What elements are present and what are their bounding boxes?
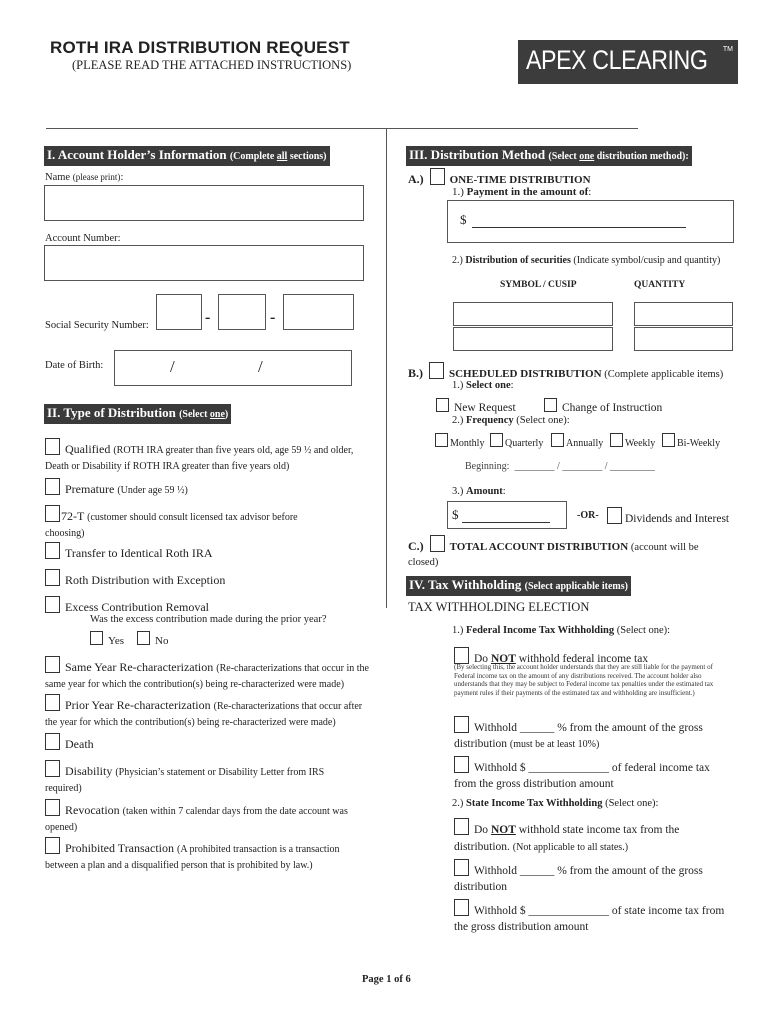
symbol-field-1[interactable] [453,302,613,326]
state-not-post: withhold state income tax from the distribution. [454,824,680,853]
quantity-header: QUANTITY [634,280,686,290]
section2-header [44,404,231,424]
state-do-not-withhold[interactable] [454,818,724,856]
section3-header [406,146,692,166]
apex-clearing-logo [518,40,738,84]
s2-note-pre: (Select [179,409,210,420]
s3-note-pre: (Select [548,151,580,162]
name-label-text: Name [45,172,71,183]
c-letter: C.) [408,539,424,553]
fed-amt-checkbox[interactable] [454,756,469,773]
option-same-year[interactable] [45,656,370,692]
amount-label [452,486,506,497]
transfer-label: Transfer to Identical Roth IRA [65,546,213,560]
amount-num: 3.) [452,486,464,497]
symbol-field-2[interactable] [453,327,613,351]
symbol-cusip-header: SYMBOL / CUSIP [500,280,577,290]
weekly-label: Weekly [625,438,656,449]
fed-disclaimer: (By selecting this, the account holder understands that they are still liable for the payment of Federal income tax on the amount of any distributions received. The account holder also understands that they may be subject to Federal income tax penalties under the estimated tax payment rules if their payments of the estimated tax and withholding are insufficient.) [454,663,714,697]
s3-note-u: one [579,151,595,162]
section3-title: III. Distribution Method [409,147,546,162]
same-year-checkbox[interactable] [45,656,60,673]
qualified-label: Qualified [65,442,111,456]
premature-label: Premature [65,482,115,496]
new-request-label: New Request [454,402,516,414]
account-colon: : [117,233,121,244]
logo-trademark: TM [722,46,733,53]
qualified-note: (ROTH IRA greater than five years old, age 59 ½ and older, Death or Disability if ROTH IRA greater than five years old) [45,445,354,472]
freq-annually[interactable] [551,433,603,451]
biweekly-label: Bi-Weekly [677,438,721,449]
payment-amount-field[interactable] [447,200,734,243]
name-label [45,172,123,183]
revocation-label: Revocation [65,803,120,817]
s1-note-pre: (Complete [229,151,277,162]
scheduled-note: (Complete applicable items) [604,369,724,380]
select-one-text: Select one [466,380,511,391]
state-do-pre: Do [474,824,491,836]
monthly-label: Monthly [450,438,485,449]
fed-not: NOT [490,653,516,665]
payment-num: 1.) [452,186,464,198]
name-field[interactable] [44,185,364,221]
dob-separator-1: / [170,357,175,376]
option-revocation[interactable] [45,799,360,835]
one-time-checkbox[interactable] [430,168,445,185]
section1-header [44,146,330,166]
quantity-field-1[interactable] [634,302,733,326]
prior-year-note: (Re-characterizations that occur after the year for which the contribution(s) being re-characterized were made) [45,701,363,728]
fed-not-checkbox[interactable] [454,647,469,664]
same-year-label: Same Year Re-characterization [65,660,214,674]
excess-yes[interactable] [90,631,124,649]
select-one-label [452,380,514,391]
dob-field[interactable] [114,350,352,386]
s1-note-post: sections) [287,151,327,162]
name-label-note: (please print) [72,172,121,182]
freq-monthly[interactable] [435,433,484,451]
ssn-field-2[interactable] [218,294,266,330]
option-72t[interactable] [45,505,335,541]
b-letter: B.) [408,366,423,380]
state-pct-checkbox[interactable] [454,859,469,876]
select-num: 1.) [452,380,464,391]
frequency-note: (Select one): [516,415,570,426]
total-note: (account will be closed) [408,542,699,568]
death-checkbox[interactable] [45,733,60,750]
frequency-text: Frequency [466,415,514,426]
amount-text: Amount [466,486,503,497]
logo-text: APEX CLEARING [526,45,708,75]
header-rule [46,128,638,129]
account-label-text: Account Number [45,233,118,244]
change-instruction-checkbox[interactable] [544,398,557,412]
freq-weekly[interactable] [610,433,655,451]
amount-colon: : [502,486,506,497]
account-number-label [45,233,121,244]
no-label: No [155,635,169,647]
no-checkbox[interactable] [137,631,150,645]
s3-note-post: distribution method): [594,151,689,162]
revocation-note: (taken within 7 calendar days from the date account was opened) [45,806,348,833]
select-colon: : [510,380,514,391]
fed-pct-checkbox[interactable] [454,716,469,733]
page-number: Page 1 of 6 [362,974,411,985]
amount-line [462,522,550,523]
option-one-time[interactable] [408,168,591,188]
ssn-dash-2: - [270,309,276,326]
ssn-field-1[interactable] [156,294,202,330]
fed-not-post: withhold federal income tax [515,653,649,665]
federal-label [452,625,670,636]
scheduled-checkbox[interactable] [429,362,444,379]
dob-separator-2: / [258,357,263,376]
fed-do-pre: Do [474,653,491,665]
excess-no[interactable] [137,631,168,649]
fed-note: (Select one): [616,625,671,636]
disability-note: (Physician’s statement or Disability Letter from IRS required) [45,767,325,794]
option-prohibited[interactable] [45,837,355,873]
section3-note [548,151,688,162]
state-num: 2.) [452,798,464,809]
payment-colon: : [588,186,592,198]
option-excess[interactable] [45,596,209,615]
total-checkbox[interactable] [430,535,445,552]
s2-note-post: ) [224,409,229,420]
fed-label-text: Federal Income Tax Withholding [466,625,615,636]
disability-checkbox[interactable] [45,760,60,777]
section2-note [179,409,228,420]
s2-note-u: one [209,409,225,420]
weekly-checkbox[interactable] [610,433,623,447]
state-withhold-percent[interactable] [454,859,724,895]
72t-note: (customer should consult licensed tax advisor before choosing) [45,512,298,539]
quarterly-label: Quarterly [505,438,544,449]
option-roth-exception[interactable] [45,569,225,588]
option-transfer[interactable] [45,542,213,561]
premature-checkbox[interactable] [45,478,60,495]
revocation-checkbox[interactable] [45,799,60,816]
72t-checkbox[interactable] [45,505,60,522]
securities-note: (Indicate symbol/cusip and quantity) [573,255,721,266]
beginning-date[interactable]: Beginning: ________ / ________ / _________ [465,461,655,472]
name-colon: : [120,172,124,183]
ssn-dash-1: - [205,309,211,326]
tax-election-title: TAX WITHHOLDING ELECTION [408,600,590,614]
payment-text: Payment in the amount of [466,186,589,198]
prior-year-checkbox[interactable] [45,694,60,711]
section4-title: IV. Tax Withholding [409,577,522,592]
section4-note: (Select applicable items) [524,581,628,592]
state-not-checkbox[interactable] [454,818,469,835]
biweekly-checkbox[interactable] [662,433,675,447]
section1-title: I. Account Holder’s Information [47,147,227,162]
option-prior-year[interactable] [45,694,370,730]
prohibited-checkbox[interactable] [45,837,60,854]
payment-amount-line [472,227,686,228]
roth-exception-label: Roth Distribution with Exception [65,573,226,587]
state-amt-checkbox[interactable] [454,899,469,916]
monthly-checkbox[interactable] [435,433,448,447]
state-label-text: State Income Tax Withholding [466,798,603,809]
state-pct-label: Withhold ______ % from the amount of the gross distribution [454,865,703,893]
or-label: -OR- [577,510,599,521]
state-not: NOT [490,824,516,836]
dividends-checkbox[interactable] [607,507,622,524]
ssn-label [45,320,149,331]
transfer-checkbox[interactable] [45,542,60,559]
fed-withhold-percent[interactable] [454,716,724,753]
state-withhold-amount[interactable] [454,899,730,935]
fed-withhold-amount[interactable] [454,756,730,792]
total-label: TOTAL ACCOUNT DISTRIBUTION [449,541,629,553]
state-not-note: (Not applicable to all states.) [512,842,629,853]
option-death[interactable] [45,733,94,752]
s1-note-u: all [276,151,288,162]
change-instruction-label: Change of Instruction [562,402,663,414]
freq-num: 2.) [452,415,464,426]
option-change-instruction[interactable] [544,398,662,416]
option-total[interactable] [408,535,708,570]
excess-question: Was the excess contribution made during the prior year? [90,614,327,625]
ssn-field-3[interactable] [283,294,354,330]
option-new-request[interactable] [436,398,516,416]
new-request-checkbox[interactable] [436,398,449,412]
ssn-label-text: Social Security Number [45,320,146,331]
fed-num: 1.) [452,625,464,636]
quarterly-checkbox[interactable] [490,433,503,447]
72t-label: 72-T [61,509,85,523]
amount-dollar: $ [452,507,459,522]
yes-checkbox[interactable] [90,631,103,645]
securities-text: Distribution of securities [465,255,571,266]
state-note: (Select one): [605,798,659,809]
one-time-label: ONE-TIME DISTRIBUTION [449,174,591,186]
fed-pct-label: Withhold ______ % from the amount of the gross distribution [454,722,703,750]
payment-label [452,186,591,198]
prior-year-label: Prior Year Re-characterization [65,698,211,712]
prohibited-label: Prohibited Transaction [65,841,175,855]
section4-header [406,576,631,596]
option-qualified[interactable] [45,438,365,474]
ssn-colon: : [145,320,149,331]
freq-biweekly[interactable] [662,433,720,451]
state-label [452,798,658,809]
section2-title: II. Type of Distribution [47,405,176,420]
amount-field[interactable] [447,501,567,529]
roth-exception-checkbox[interactable] [45,569,60,586]
form-subtitle: (PLEASE READ THE ATTACHED INSTRUCTIONS) [72,58,352,72]
excess-label: Excess Contribution Removal [65,600,209,614]
state-amt-label: Withhold $ ______________ of state income tax from the gross distribution amount [454,905,725,933]
scheduled-label: SCHEDULED DISTRIBUTION [449,368,602,380]
qualified-checkbox[interactable] [45,438,60,455]
account-number-field[interactable] [44,245,364,281]
death-label: Death [65,737,94,751]
option-dividends[interactable] [607,507,729,527]
fed-amt-label: Withhold $ ______________ of federal income tax from the gross distribution amount [454,762,710,790]
securities-num: 2.) [452,255,463,266]
option-disability[interactable] [45,760,345,796]
freq-quarterly[interactable] [490,433,543,451]
quantity-field-2[interactable] [634,327,733,351]
a-letter: A.) [408,172,424,186]
option-scheduled[interactable] [408,362,723,382]
securities-label [452,255,720,266]
column-divider [386,128,387,608]
dob-label: Date of Birth: [45,360,104,371]
prohibited-note: (A prohibited transaction is a transaction between a plan and a disqualified person that is prohibited by law.) [45,844,340,871]
section1-note [230,151,327,162]
premature-note: (Under age 59 ½) [117,485,188,496]
disability-label: Disability [65,764,113,778]
fed-pct-note: (must be at least 10%) [509,739,600,750]
same-year-note: (Re-characterizations that occur in the same year for which the contribution(s) being re-characterized were made) [45,663,369,690]
payment-dollar: $ [460,212,467,227]
option-premature[interactable] [45,478,188,498]
dividends-label: Dividends and Interest [625,513,730,525]
form-title: ROTH IRA DISTRIBUTION REQUEST [50,38,350,57]
annually-checkbox[interactable] [551,433,564,447]
annually-label: Annually [566,438,604,449]
yes-label: Yes [108,635,125,647]
frequency-label [452,415,570,426]
excess-checkbox[interactable] [45,596,60,613]
